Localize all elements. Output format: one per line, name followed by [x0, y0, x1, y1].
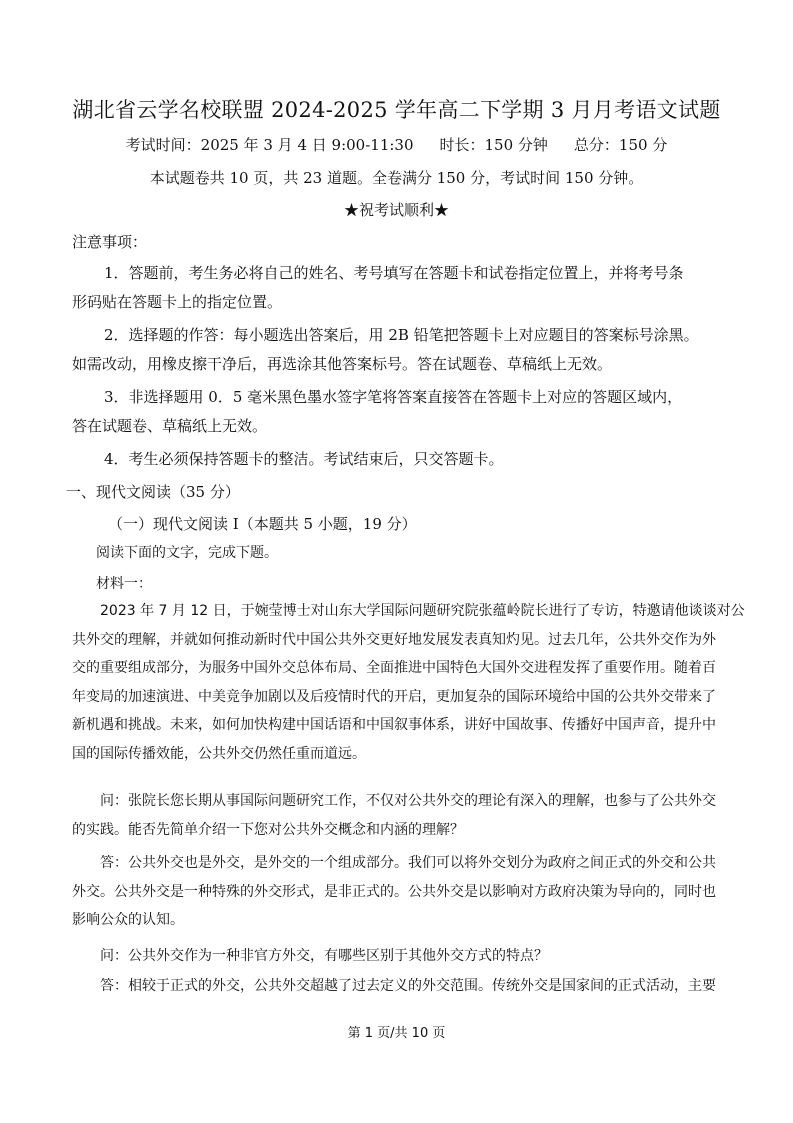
material-label: 材料一：: [96, 576, 152, 592]
passage-line: 年变局的加速演进、中美竞争加剧以及后疫情时代的开启，更加复杂的国际环境给中国的公共外交带来了: [72, 688, 716, 705]
passage-line: 2023 年 7 月 12 日，于婉莹博士对山东大学国际问题研究院张蕴岭院长进行了专访，特邀请他谈谈对公: [100, 603, 745, 619]
notice-item-1-line-1: 1．答题前，考生务必将自己的姓名、考号填写在答题卡和试卷指定位置上，并将考号条: [104, 264, 684, 282]
notice-item-4: 4．考生必须保持答题卡的整洁。考试结束后，只交答题卡。: [104, 450, 504, 468]
passage-line: 答：公共外交也是外交，是外交的一个组成部分。我们可以将外交划分为政府之间正式的外交和公共: [100, 855, 716, 871]
passage-paragraph-3: [72, 849, 722, 935]
reading-instruction: 阅读下面的文字，完成下题。: [96, 545, 278, 561]
section-heading: 一、现代文阅读（35 分）: [66, 483, 240, 501]
exam-meta: [0, 134, 793, 155]
passage-line: 外交。公共外交是一种特殊的外交形式，是非正式的。公共外交是以影响对方政府决策为导向的，同时也: [72, 883, 716, 900]
passage-line: 问：张院长您长期从事国际问题研究工作，不仅对公共外交的理论有深入的理解，也参与了公共外交: [100, 793, 716, 809]
passage-line: 的实践。能否先简单介绍一下您对公共外交概念和内涵的理解？: [72, 821, 464, 838]
exam-blessing: ★祝考试顺利★: [343, 201, 449, 219]
passage-paragraph-4: [72, 942, 722, 971]
page-number: 第 1 页/共 10 页: [347, 1026, 446, 1041]
exam-time: 考试时间：2025 年 3 月 4 日 9:00-11:30: [125, 136, 414, 154]
passage-line: 影响公众的认知。: [72, 912, 184, 929]
passage-line: 答：相较于正式的外交，公共外交超越了过去定义的外交范围。传统外交是国家间的正式活动，主要: [100, 978, 716, 994]
notice-item-3-line-1: 3．非选择题用 0．5 毫米黑色墨水签字笔将答案直接答在答题卡上对应的答题区域内，: [104, 388, 683, 406]
passage-paragraph-1: [72, 597, 745, 769]
exam-duration: 时长：150 分钟: [439, 136, 548, 154]
passage-paragraph-2: [72, 787, 722, 844]
passage-paragraph-5: [72, 972, 722, 1001]
notice-heading: 注意事项：: [72, 233, 148, 251]
passage-line: 国的国际传播效能，公共外交仍然任重而道远。: [72, 745, 366, 762]
passage-line: 新机遇和挑战。未来，如何加快构建中国话语和中国叙事体系，讲好中国故事、传播好中国声音，提升中: [72, 717, 716, 734]
notice-item-2-line-1: 2．选择题的作答：每小题选出答案后，用 2B 铅笔把答题卡上对应题目的答案标号涂黑。: [104, 326, 699, 344]
passage-line: 问：公共外交作为一种非官方外交，有哪些区别于其他外交方式的特点？: [100, 948, 548, 964]
subsection-heading: （一）现代文阅读 I（本题共 5 小题，19 分）: [108, 515, 417, 533]
notice-item-2-line-2: 如需改动，用橡皮擦干净后，再选涂其他答案标号。答在试题卷、草稿纸上无效。: [72, 355, 613, 373]
notice-item-1-line-2: 形码贴在答题卡上的指定位置。: [72, 293, 283, 311]
exam-total-score: 总分：150 分: [573, 136, 668, 154]
passage-line: 共外交的理解，并就如何推动新时代中国公共外交更好地发展发表真知灼见。过去几年，公共外交作为外: [72, 631, 716, 648]
notice-item-3-line-2: 答在试题卷、草稿纸上无效。: [72, 417, 268, 435]
exam-title: 湖北省云学名校联盟 2024-2025 学年高二下学期 3 月月考语文试题: [72, 98, 721, 122]
passage-line: 交的重要组成部分，为服务中国外交总体布局、全面推进中国特色大国外交进程发挥了重要作用。随着百: [72, 660, 716, 677]
exam-description: 本试题卷共 10 页，共 23 道题。全卷满分 150 分，考试时间 150 分钟。: [149, 169, 644, 187]
